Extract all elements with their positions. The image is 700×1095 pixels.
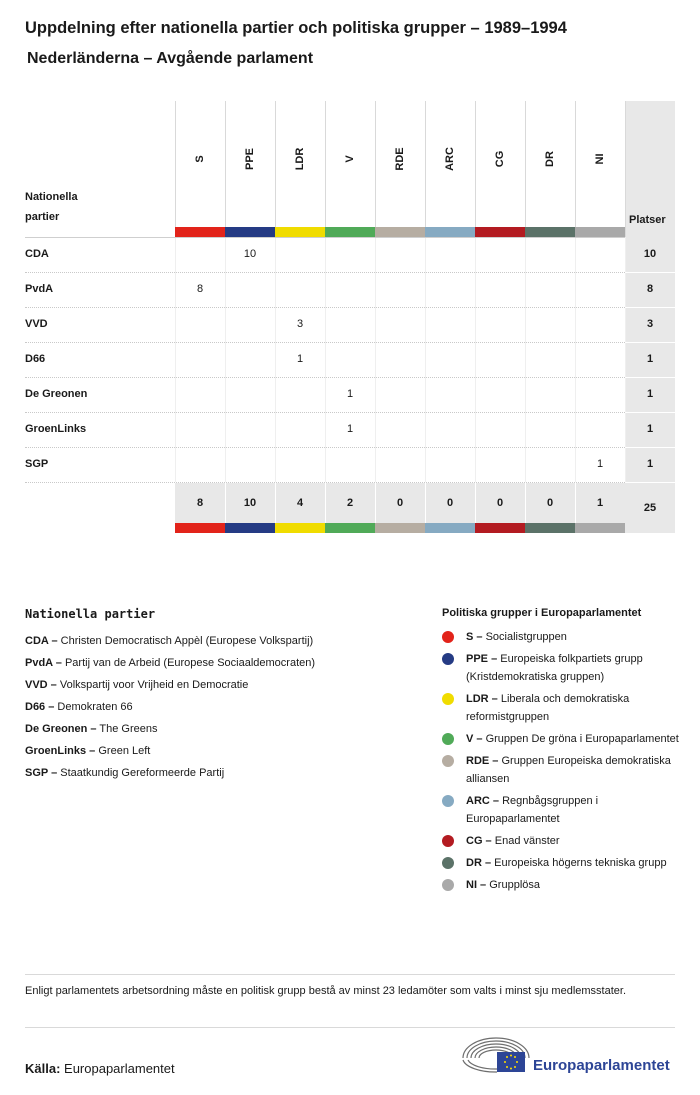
party-fullname: Volkspartij voor Vrijheid en Democratie <box>59 679 249 691</box>
party-total: 10 <box>643 248 657 260</box>
group-fullname: Grupplösa <box>489 879 541 891</box>
group-legend-item <box>442 752 682 788</box>
group-fullname: Europeiska högerns tekniska grupp <box>494 857 667 869</box>
totals-divider <box>275 483 276 523</box>
group-color-strip-bottom <box>575 523 625 533</box>
party-abbr: PvdA – <box>25 657 62 669</box>
group-header-label: LDR <box>294 147 306 171</box>
group-fullname: Gruppen Europeiska demokratiska alliansen <box>466 755 671 785</box>
group-header-label: NI <box>594 153 606 165</box>
grand-total: 25 <box>643 502 657 514</box>
group-legend-item <box>442 792 682 828</box>
group-fullname: Regnbågsgruppen i Europaparlamentet <box>466 795 599 825</box>
totals-divider <box>375 483 376 523</box>
group-header-arc <box>425 101 475 237</box>
totals-divider <box>525 483 526 523</box>
group-header-ni <box>575 101 625 237</box>
party-abbr: De Greonen – <box>25 723 97 735</box>
group-legend-item <box>442 876 682 894</box>
group-color-strip-bottom <box>225 523 275 533</box>
table-row <box>25 377 675 412</box>
seat-distribution-table <box>25 101 675 533</box>
party-name: De Greonen <box>25 388 88 400</box>
table-row <box>25 447 675 482</box>
group-color-strip-bottom <box>325 523 375 533</box>
group-color-strip-top <box>575 227 625 237</box>
totals-divider <box>325 483 326 523</box>
table-row <box>25 237 675 272</box>
table-row <box>25 272 675 307</box>
group-total: 4 <box>296 497 304 509</box>
group-fullname: Socialistgruppen <box>485 631 567 643</box>
group-header-label: CG <box>494 150 506 168</box>
group-header-label: PPE <box>244 147 256 171</box>
party-name: PvdA <box>25 283 54 295</box>
group-header-rde <box>375 101 425 237</box>
group-header-label: ARC <box>444 147 456 171</box>
seat-value: 1 <box>346 388 354 400</box>
party-name: VVD <box>25 318 48 330</box>
group-color-strip-top <box>375 227 425 237</box>
note-divider-top <box>25 974 675 975</box>
party-total: 1 <box>646 388 654 400</box>
table-row <box>25 342 675 377</box>
group-header-ldr <box>275 101 325 237</box>
group-abbr: DR – <box>466 857 492 869</box>
group-color-dot-icon <box>442 795 454 807</box>
group-total: 0 <box>396 497 404 509</box>
national-party-item <box>25 674 415 696</box>
footnote: Enligt parlamentets arbetsordning måste en politisk grupp bestå av minst 23 ledamöter som valts i minst sju medlemsstater. <box>25 985 626 997</box>
party-total: 1 <box>646 353 654 365</box>
group-color-strip-top <box>275 227 325 237</box>
group-color-dot-icon <box>442 693 454 705</box>
group-abbr: RDE – <box>466 755 499 767</box>
row-header: Nationella partier <box>25 191 78 223</box>
seat-value: 1 <box>346 423 354 435</box>
group-header-label: RDE <box>394 147 406 171</box>
page-subtitle: Nederländerna – Avgående parlament <box>27 50 314 67</box>
group-color-strip-top <box>525 227 575 237</box>
page-title: Uppdelning efter nationella partier och politiska grupper – 1989–1994 <box>25 19 567 37</box>
group-legend-item <box>442 650 682 686</box>
totals-divider <box>225 483 226 523</box>
table-row <box>25 307 675 342</box>
totals-divider <box>475 483 476 523</box>
party-fullname: Partij van de Arbeid (Europese Sociaaldemocraten) <box>64 657 316 669</box>
group-color-strip-top <box>175 227 225 237</box>
group-abbr: V – <box>466 733 483 745</box>
group-color-strip-top <box>475 227 525 237</box>
group-fullname: Gruppen De gröna i Europaparlamentet <box>485 733 679 745</box>
seat-value: 8 <box>196 283 204 295</box>
group-color-dot-icon <box>442 733 454 745</box>
group-fullname: Enad vänster <box>494 835 560 847</box>
party-fullname: Christen Democratisch Appèl (Europese Volkspartij) <box>60 635 314 647</box>
group-fullname: Europeiska folkpartiets grupp (Kristdemokratiska gruppen) <box>466 653 643 683</box>
national-party-item <box>25 630 415 652</box>
party-total: 8 <box>646 283 654 295</box>
group-color-strip-top <box>425 227 475 237</box>
group-abbr: CG – <box>466 835 492 847</box>
national-party-item <box>25 696 415 718</box>
party-fullname: Staatkundig Gereformeerde Partij <box>60 767 225 779</box>
national-party-item <box>25 718 415 740</box>
group-total: 10 <box>243 497 257 509</box>
party-abbr: SGP – <box>25 767 58 779</box>
national-party-item <box>25 652 415 674</box>
group-legend-item <box>442 854 682 872</box>
group-header-label: DR <box>544 151 556 167</box>
party-name: D66 <box>25 353 46 365</box>
political-groups-legend <box>442 607 682 898</box>
source-line <box>25 1061 175 1076</box>
group-header-v <box>325 101 375 237</box>
group-legend-title: Politiska grupper i Europaparlamentet <box>442 607 642 619</box>
group-color-strip-bottom <box>175 523 225 533</box>
party-fullname: Demokraten 66 <box>57 701 133 713</box>
party-fullname: The Greens <box>99 723 158 735</box>
group-legend-item <box>442 628 682 646</box>
group-fullname: Liberala och demokratiska reformistgruppen <box>466 693 630 723</box>
party-total: 1 <box>646 423 654 435</box>
group-color-strip-bottom <box>475 523 525 533</box>
group-color-strip-top <box>325 227 375 237</box>
totals-divider <box>575 483 576 523</box>
group-abbr: NI – <box>466 879 487 891</box>
group-color-dot-icon <box>442 653 454 665</box>
party-name: SGP <box>25 458 49 470</box>
national-party-item <box>25 740 415 762</box>
group-legend-item <box>442 730 682 748</box>
party-abbr: GroenLinks – <box>25 745 96 757</box>
group-color-strip-bottom <box>375 523 425 533</box>
party-fullname: Green Left <box>98 745 151 757</box>
seat-value: 1 <box>596 458 604 470</box>
group-legend-item <box>442 690 682 726</box>
group-abbr: S – <box>466 631 483 643</box>
group-total: 0 <box>546 497 554 509</box>
party-abbr: VVD – <box>25 679 57 691</box>
note-divider-bottom <box>25 1027 675 1028</box>
national-legend-title: Nationella partier <box>25 607 156 621</box>
group-total: 8 <box>196 497 204 509</box>
table-row <box>25 412 675 447</box>
group-color-dot-icon <box>442 755 454 767</box>
party-name: CDA <box>25 248 49 260</box>
group-legend-item <box>442 832 682 850</box>
group-color-dot-icon <box>442 879 454 891</box>
group-color-dot-icon <box>442 857 454 869</box>
party-name: GroenLinks <box>25 423 87 435</box>
group-header-dr <box>525 101 575 237</box>
group-color-strip-bottom <box>275 523 325 533</box>
group-header-label: V <box>344 155 356 163</box>
seat-value: 1 <box>296 353 304 365</box>
group-total: 0 <box>446 497 454 509</box>
group-abbr: ARC – <box>466 795 500 807</box>
group-color-dot-icon <box>442 631 454 643</box>
group-header-s <box>175 101 225 237</box>
header-gridline <box>625 101 626 237</box>
party-total: 3 <box>646 318 654 330</box>
source-label: Källa: <box>25 1061 61 1076</box>
totals-divider <box>425 483 426 523</box>
group-header-ppe <box>225 101 275 237</box>
total-column-header: Platser <box>629 214 666 226</box>
group-header-label: S <box>194 155 206 163</box>
group-abbr: LDR – <box>466 693 498 705</box>
seat-value: 3 <box>296 318 304 330</box>
group-header-cg <box>475 101 525 237</box>
group-abbr: PPE – <box>466 653 498 665</box>
national-party-item <box>25 762 415 784</box>
group-color-strip-bottom <box>425 523 475 533</box>
party-total: 1 <box>646 458 654 470</box>
group-total: 2 <box>346 497 354 509</box>
group-total: 0 <box>496 497 504 509</box>
source-value: Europaparlamentet <box>64 1061 175 1076</box>
group-color-strip-bottom <box>525 523 575 533</box>
party-abbr: D66 – <box>25 701 55 713</box>
group-total: 1 <box>596 497 604 509</box>
national-parties-legend <box>25 607 415 784</box>
logo-text: Europaparlamentet <box>533 1057 670 1074</box>
group-color-strip-top <box>225 227 275 237</box>
seat-value: 10 <box>243 248 257 260</box>
group-color-dot-icon <box>442 835 454 847</box>
party-abbr: CDA – <box>25 635 58 647</box>
